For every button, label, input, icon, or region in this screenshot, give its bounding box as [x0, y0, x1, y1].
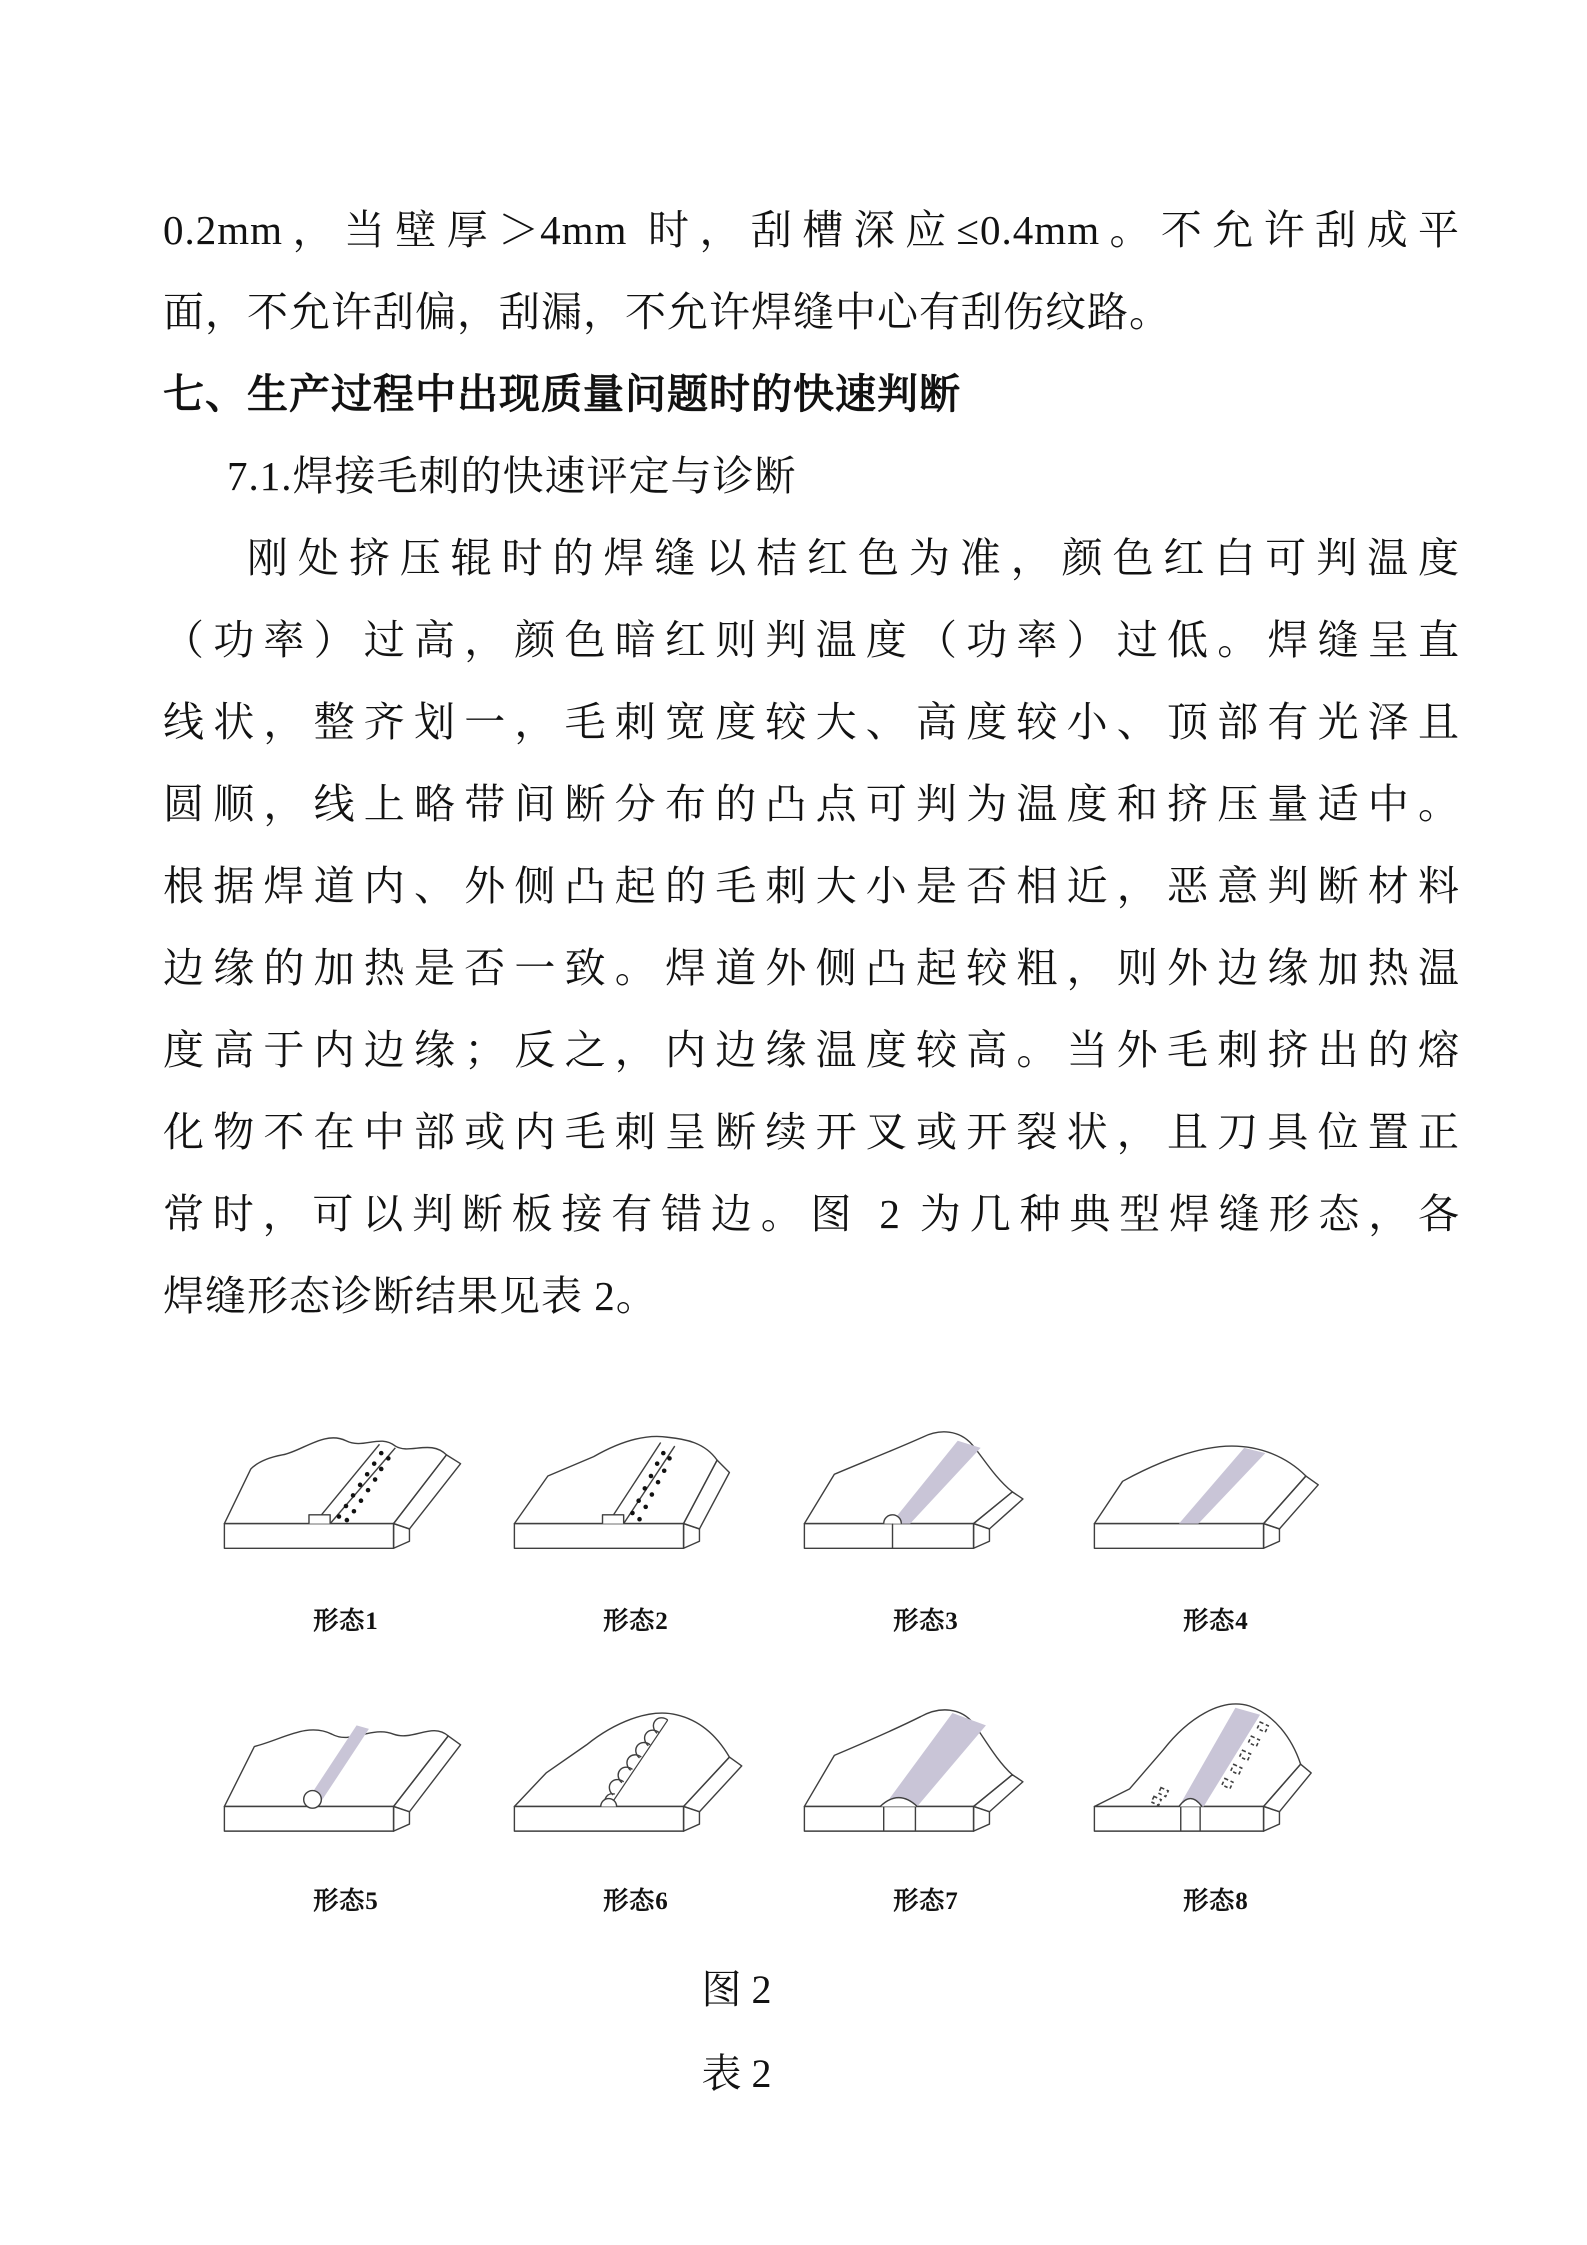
weld-form-diagram-2 [495, 1407, 777, 1637]
weld-form-diagram-4 [1075, 1407, 1357, 1637]
weld-form-diagram-8 [1075, 1683, 1357, 1917]
weld-form-6-image [495, 1683, 777, 1855]
weld-form-3-image [785, 1407, 1067, 1575]
weld-form-diagram-5 [205, 1683, 487, 1917]
weld-form-label: 形态5 [313, 1888, 379, 1915]
weld-forms-figure [205, 1407, 1355, 1917]
paragraph-line: 0.2mm，当壁厚＞4mm 时，刮槽深应≤0.4mm。不允许刮成平 [163, 207, 1460, 253]
table-caption: 表 2 [701, 2051, 772, 2096]
weld-form-label: 形态4 [1183, 1608, 1249, 1635]
weld-form-7-image [785, 1683, 1067, 1855]
paragraph-line: 面，不允许刮偏，刮漏，不允许焊缝中心有刮伤纹路。 [163, 289, 1171, 335]
weld-form-diagram-6 [495, 1683, 777, 1917]
weld-form-8-image [1075, 1683, 1357, 1855]
paragraph-line: 根据焊道内、外侧凸起的毛刺大小是否相近，恶意判断材料 [163, 863, 1460, 909]
paragraph-line: 焊缝形态诊断结果见表 2。 [163, 1273, 658, 1319]
weld-form-label: 形态2 [603, 1608, 669, 1635]
paragraph-line: 刚处挤压辊时的焊缝以桔红色为准，颜色红白可判温度 [247, 535, 1460, 581]
paragraph-line: 线状，整齐划一，毛刺宽度较大、高度较小、顶部有光泽且 [163, 699, 1460, 745]
weld-form-label: 形态3 [893, 1608, 959, 1635]
paragraph-line: 圆顺，线上略带间断分布的凸点可判为温度和挤压量适中。 [163, 781, 1460, 827]
weld-form-4-image [1075, 1407, 1357, 1575]
paragraph-line: 常时，可以判断板接有错边。图 2 为几种典型焊缝形态，各 [163, 1191, 1460, 1237]
weld-form-diagram-1 [205, 1407, 487, 1637]
section-heading: 七、生产过程中出现质量问题时的快速判断 [163, 371, 961, 417]
weld-form-label: 形态1 [313, 1608, 379, 1635]
paragraph-line: 度高于内边缘；反之，内边缘温度较高。当外毛刺挤出的熔 [163, 1027, 1460, 1073]
paragraph-line: （功率）过高，颜色暗红则判温度（功率）过低。焊缝呈直 [163, 617, 1460, 663]
weld-form-label: 形态7 [893, 1888, 959, 1915]
weld-form-label: 形态8 [1183, 1888, 1249, 1915]
weld-form-5-image [205, 1683, 487, 1855]
subsection-heading: 7.1.焊接毛刺的快速评定与诊断 [227, 453, 797, 499]
weld-form-label: 形态6 [603, 1888, 669, 1915]
weld-form-1-image [205, 1407, 487, 1575]
weld-form-diagram-3 [785, 1407, 1067, 1637]
paragraph-line: 化物不在中部或内毛刺呈断续开叉或开裂状，且刀具位置正 [163, 1109, 1460, 1155]
paragraph-line: 边缘的加热是否一致。焊道外侧凸起较粗，则外边缘加热温 [163, 945, 1460, 991]
weld-form-2-image [495, 1407, 777, 1575]
weld-form-diagram-7 [785, 1683, 1067, 1917]
figure-caption: 图 2 [701, 1967, 772, 2012]
